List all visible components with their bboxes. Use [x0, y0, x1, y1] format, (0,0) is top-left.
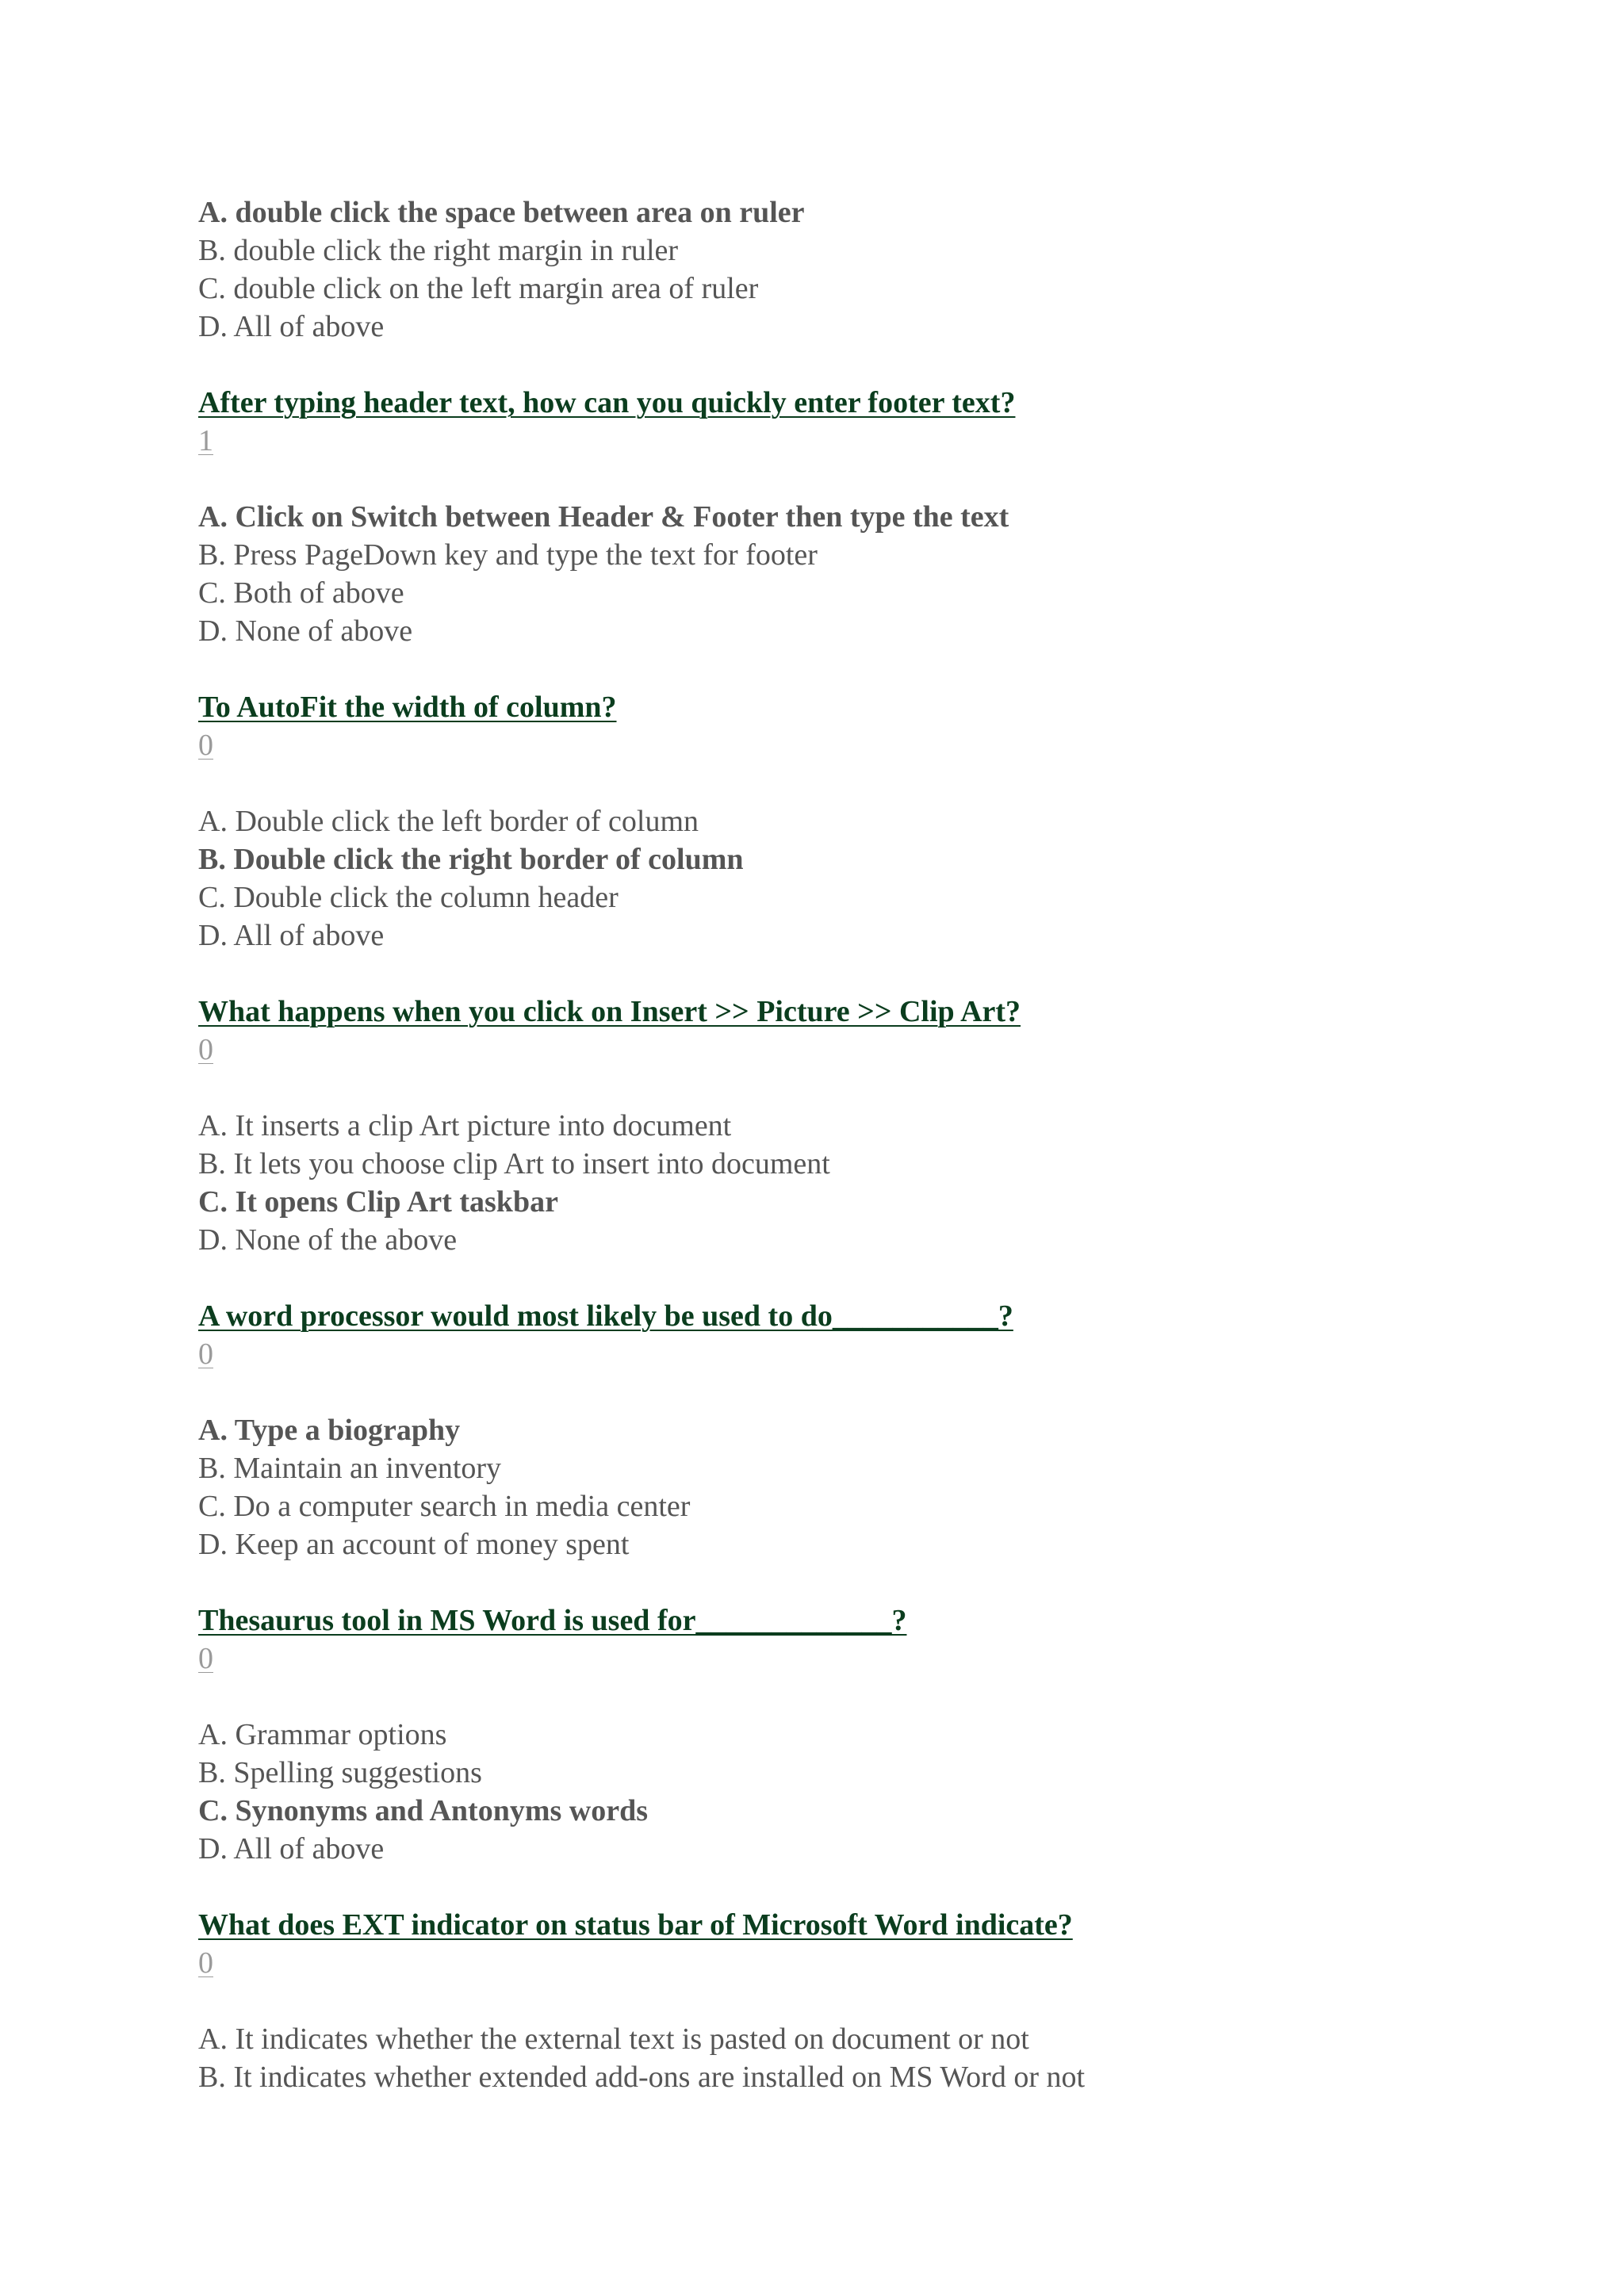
question-link[interactable]: Thesaurus tool in MS Word is used for_____________?	[198, 1604, 907, 1637]
option-correct: C. Synonyms and Antonyms words	[198, 1794, 648, 1827]
option-correct: B. Double click the right border of column	[198, 843, 744, 876]
option: C. Do a computer search in media center	[198, 1490, 691, 1523]
spacer	[198, 1678, 1546, 1716]
option: A. It indicates whether the external text is pasted on document or not	[198, 2022, 1029, 2056]
spacer	[198, 650, 1546, 688]
option: B. Maintain an inventory	[198, 1452, 502, 1485]
spacer	[198, 1069, 1546, 1107]
question-block	[198, 1906, 1546, 2096]
option: D. None of the above	[198, 1223, 458, 1257]
spacer	[198, 764, 1546, 802]
option: D. All of above	[198, 1832, 385, 1866]
answer-count-link[interactable]: 0	[198, 1946, 213, 1980]
option: C. Double click the column header	[198, 881, 619, 914]
spacer	[198, 1373, 1546, 1411]
option-correct: A. double click the space between area on ruler	[198, 196, 805, 229]
answer-count-link[interactable]: 0	[198, 1033, 213, 1066]
option: A. Grammar options	[198, 1718, 447, 1751]
spacer	[198, 1259, 1546, 1297]
intro-options	[198, 193, 1546, 346]
spacer	[198, 460, 1546, 498]
option-correct: C. It opens Clip Art taskbar	[198, 1185, 558, 1219]
answer-count-link[interactable]: 1	[198, 424, 213, 457]
option: B. It indicates whether extended add-ons are installed on MS Word or not	[198, 2061, 1086, 2094]
option: C. double click on the left margin area of ruler	[198, 272, 759, 305]
option: D. All of above	[198, 310, 385, 343]
question-link[interactable]: A word processor would most likely be used to do___________?	[198, 1299, 1013, 1333]
option: B. Press PageDown key and type the text for footer	[198, 538, 818, 572]
option: D. Keep an account of money spent	[198, 1528, 630, 1561]
option-correct: A. Type a biography	[198, 1414, 461, 1447]
spacer	[198, 346, 1546, 384]
option: D. None of above	[198, 614, 413, 648]
option: B. double click the right margin in ruler	[198, 234, 679, 267]
spacer	[198, 1982, 1546, 2020]
option: A. Double click the left border of column	[198, 805, 699, 838]
option: B. Spelling suggestions	[198, 1756, 482, 1789]
option-correct: A. Click on Switch between Header & Footer then type the text	[198, 500, 1009, 534]
question-link[interactable]: To AutoFit the width of column?	[198, 691, 617, 724]
question-link[interactable]: What happens when you click on Insert >> Picture >> Clip Art?	[198, 995, 1021, 1028]
question-block	[198, 688, 1546, 955]
option: B. It lets you choose clip Art to insert into document	[198, 1147, 830, 1181]
question-block	[198, 1601, 1546, 1868]
option: A. It inserts a clip Art picture into document	[198, 1109, 732, 1142]
answer-count-link[interactable]: 0	[198, 1337, 213, 1371]
quiz-page	[198, 193, 1546, 2096]
question-link[interactable]: What does EXT indicator on status bar of Microsoft Word indicate?	[198, 1908, 1073, 1942]
option: C. Both of above	[198, 576, 404, 610]
question-block	[198, 1297, 1546, 1563]
answer-count-link[interactable]: 0	[198, 1642, 213, 1675]
spacer	[198, 955, 1546, 993]
question-link[interactable]: After typing header text, how can you quickly enter footer text?	[198, 386, 1016, 419]
option: D. All of above	[198, 919, 385, 952]
spacer	[198, 1563, 1546, 1601]
answer-count-link[interactable]: 0	[198, 729, 213, 762]
spacer	[198, 1868, 1546, 1906]
question-block	[198, 993, 1546, 1259]
question-block	[198, 384, 1546, 650]
